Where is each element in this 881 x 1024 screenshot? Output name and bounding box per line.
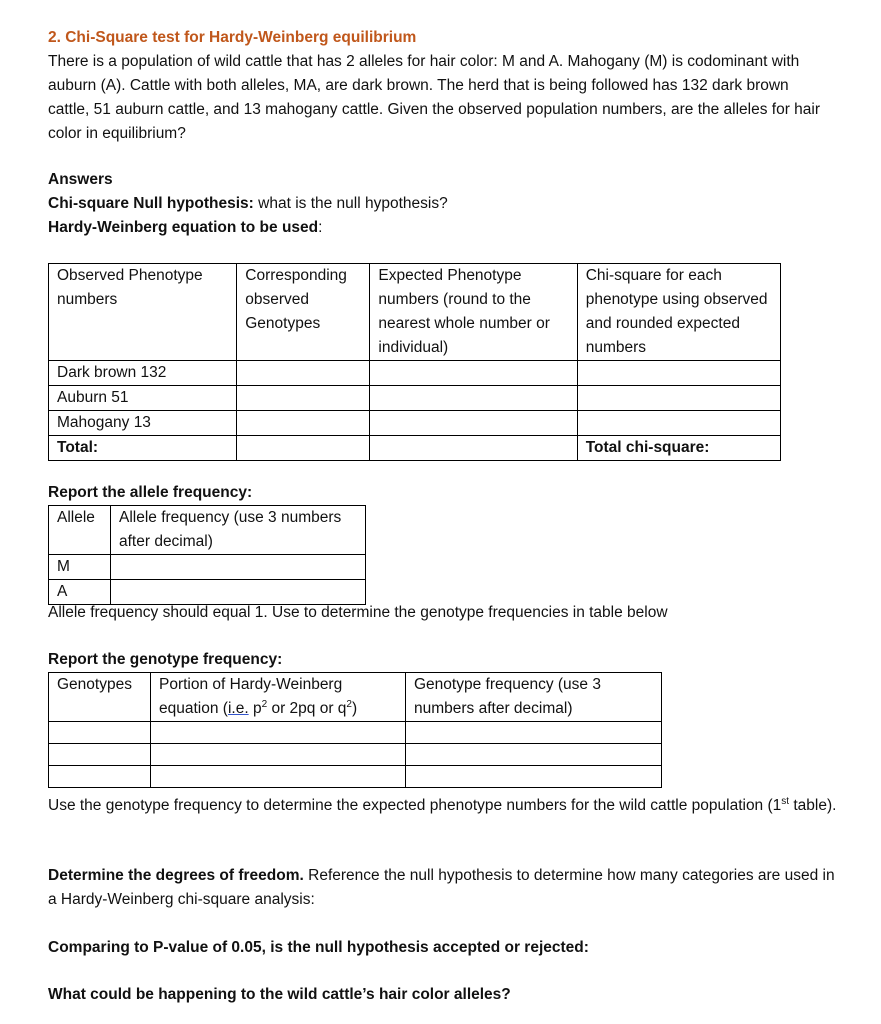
- table-row: [49, 766, 662, 788]
- hw-portion-cell[interactable]: [151, 744, 406, 766]
- row-label-dark-brown: Dark brown 132: [49, 361, 237, 386]
- total-chi-square-label[interactable]: Total chi-square:: [577, 436, 780, 461]
- table-row: [49, 361, 781, 386]
- genotype-cell[interactable]: [237, 386, 370, 411]
- row-label-mahogany: Mahogany 13: [49, 411, 237, 436]
- allele-a-label: A: [49, 580, 111, 605]
- header-chi-square-each: Chi-square for each phenotype using observed and rounded expected numbers: [577, 264, 780, 361]
- table-header-row: [49, 673, 662, 722]
- table-header-row: [49, 506, 366, 555]
- header-hw-portion: [151, 673, 406, 722]
- hw-portion-cell[interactable]: [151, 722, 406, 744]
- question-title: 2. Chi-Square test for Hardy-Weinberg equilibrium: [48, 29, 417, 46]
- degrees-of-freedom-text: [48, 864, 838, 912]
- table-row: [49, 722, 662, 744]
- genotype-frequency-heading: Report the genotype frequency:: [48, 651, 283, 668]
- genotype-cell[interactable]: [49, 722, 151, 744]
- total-label: Total:: [49, 436, 237, 461]
- worksheet-page: [48, 26, 838, 1003]
- table-header-row: [49, 264, 781, 361]
- hw-equation-colon: :: [318, 219, 323, 236]
- header-corresponding-genotypes: Corresponding observed Genotypes: [237, 264, 370, 361]
- dof-prompt: Reference the null hypothesis to determine how many categories are used in a Hardy-Weinberg chi-square analysis:: [48, 867, 835, 908]
- hw-portion-ie: i.e.: [227, 700, 249, 717]
- genotype-frequency-cell[interactable]: [406, 722, 662, 744]
- chi-square-cell[interactable]: [577, 411, 780, 436]
- hw-portion-sup-2: 2: [346, 698, 352, 710]
- hw-portion-cell[interactable]: [151, 766, 406, 788]
- p-value-question: Comparing to P-value of 0.05, is the null hypothesis accepted or rejected:: [48, 939, 589, 956]
- total-genotype-cell[interactable]: [237, 436, 370, 461]
- hw-portion-text-3: or 2pq or q: [267, 700, 347, 717]
- hw-portion-text-1: Portion of Hardy-Weinberg equation (: [159, 676, 343, 717]
- hw-portion-sup-1: 2: [261, 698, 268, 710]
- hw-portion-text-4: ): [351, 700, 358, 717]
- allele-frequency-heading: Report the allele frequency:: [48, 484, 253, 501]
- table-row: [49, 386, 781, 411]
- expected-cell[interactable]: [370, 411, 577, 436]
- genotype-frequency-table: [48, 672, 662, 788]
- table-row: [49, 555, 366, 580]
- table-row: [49, 411, 781, 436]
- chi-square-cell[interactable]: [577, 386, 780, 411]
- hw-portion-text-2: p: [248, 700, 262, 717]
- use-text-sup: st: [781, 795, 790, 807]
- alleles-happening-question: What could be happening to the wild cattle’s hair color alleles?: [48, 986, 511, 1003]
- header-observed-phenotype: Observed Phenotype numbers: [49, 264, 237, 361]
- genotype-frequency-cell[interactable]: [406, 744, 662, 766]
- hw-equation-line: [48, 216, 448, 240]
- null-hypothesis-prompt: what is the null hypothesis?: [253, 195, 448, 212]
- answers-heading: Answers: [48, 171, 113, 188]
- use-text-2: table).: [789, 797, 837, 814]
- header-allele: Allele: [49, 506, 111, 555]
- header-genotype-frequency: Genotype frequency (use 3 numbers after decimal): [406, 673, 662, 722]
- null-hypothesis-line: [48, 192, 448, 216]
- allele-frequency-note: Allele frequency should equal 1. Use to determine the genotype frequencies in table below: [48, 604, 668, 621]
- allele-frequency-table: [48, 505, 366, 605]
- dof-label: Determine the degrees of freedom.: [48, 867, 304, 884]
- null-hypothesis-label: Chi-square Null hypothesis:: [48, 195, 254, 212]
- question-body: There is a population of wild cattle that has 2 alleles for hair color: M and A. Mahogany (M) is codominant with auburn (A). Cattle with both alleles, MA, are dark brown. The herd that is being followed has 132 dark brown cattle, 51 auburn cattle, and 13 mahogany cattle. Given the observed population numbers, are the alleles for hair color in equilibrium?: [48, 53, 821, 142]
- genotype-cell[interactable]: [49, 744, 151, 766]
- use-genotype-frequency-text: [48, 794, 838, 818]
- genotype-frequency-cell[interactable]: [406, 766, 662, 788]
- row-label-auburn: Auburn 51: [49, 386, 237, 411]
- header-genotypes: Genotypes: [49, 673, 151, 722]
- genotype-cell[interactable]: [49, 766, 151, 788]
- table-row: [49, 744, 662, 766]
- expected-cell[interactable]: [370, 386, 577, 411]
- total-expected-cell[interactable]: [370, 436, 577, 461]
- chi-square-cell[interactable]: [577, 361, 780, 386]
- phenotype-chi-square-table: [48, 263, 781, 461]
- allele-m-label: M: [49, 555, 111, 580]
- genotype-cell[interactable]: [237, 411, 370, 436]
- expected-cell[interactable]: [370, 361, 577, 386]
- hw-equation-label: Hardy-Weinberg equation to be used: [48, 219, 319, 236]
- header-expected-phenotype: Expected Phenotype numbers (round to the nearest whole number or individual): [370, 264, 577, 361]
- genotype-cell[interactable]: [237, 361, 370, 386]
- table-total-row: [49, 436, 781, 461]
- use-text-1: Use the genotype frequency to determine the expected phenotype numbers for the wild cattle population (1: [48, 797, 782, 814]
- header-allele-frequency: Allele frequency (use 3 numbers after decimal): [111, 506, 366, 555]
- allele-m-frequency-cell[interactable]: [111, 555, 366, 580]
- answers-section: [48, 168, 448, 240]
